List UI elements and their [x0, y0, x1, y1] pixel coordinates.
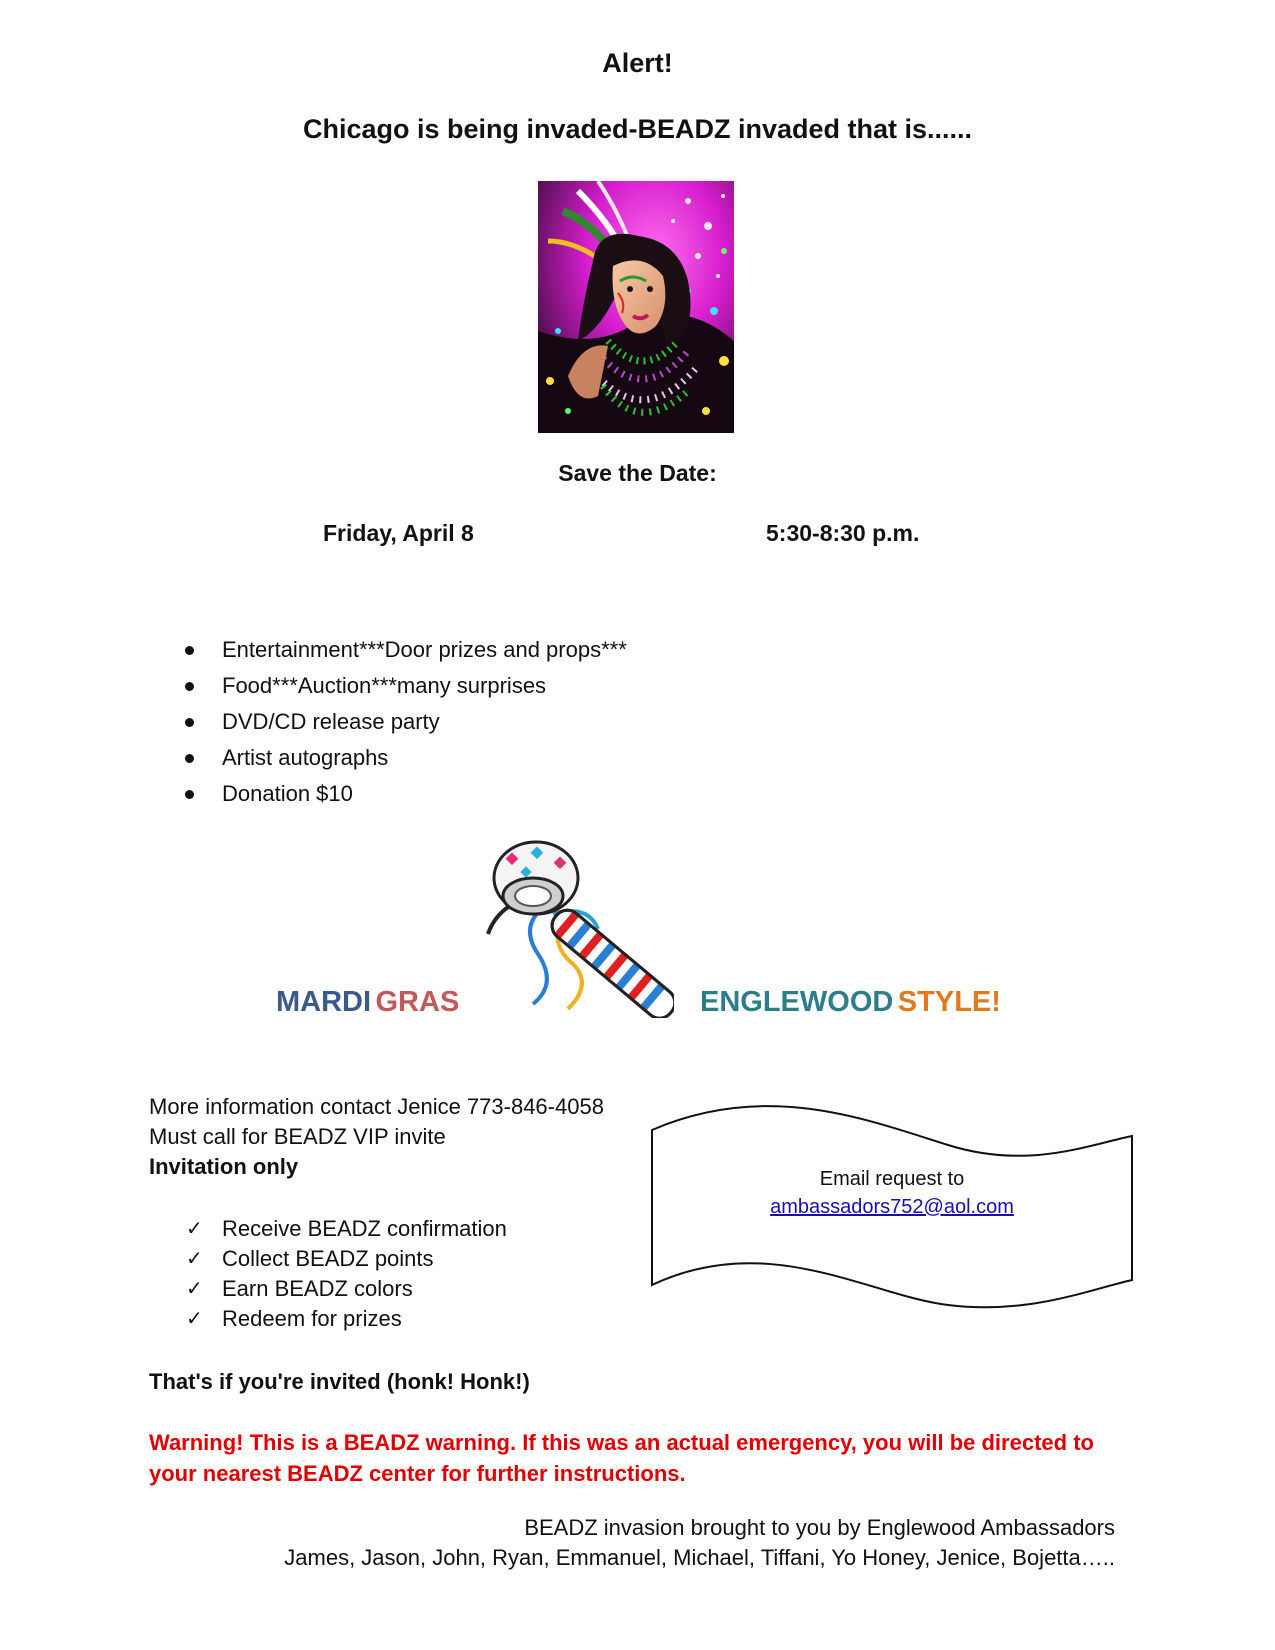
- list-item-text: Entertainment***Door prizes and props***: [222, 637, 627, 662]
- list-item-text: Receive BEADZ confirmation: [222, 1216, 507, 1241]
- check-icon: ✓: [186, 1248, 203, 1270]
- tagline-style: STYLE!: [897, 986, 1001, 1018]
- bullet-icon: [185, 646, 194, 655]
- list-item-text: Earn BEADZ colors: [222, 1276, 413, 1301]
- alert-heading: Alert!: [602, 48, 673, 78]
- event-day: Friday, April 8: [323, 520, 474, 546]
- check-icon: ✓: [186, 1218, 203, 1240]
- warning-text: [149, 1427, 1149, 1489]
- party-horn-icon: [478, 834, 674, 1018]
- honk-line: That's if you're invited (honk! Honk!): [149, 1369, 530, 1394]
- list-item-text: Food***Auction***many surprises: [222, 673, 547, 698]
- list-item: [180, 1244, 507, 1274]
- check-icon: ✓: [186, 1308, 203, 1330]
- save-the-date-label: Save the Date:: [558, 460, 717, 486]
- bullet-icon: [185, 790, 194, 799]
- event-time: 5:30-8:30 p.m.: [766, 520, 920, 546]
- mardi-gras-woman-illustration: [538, 181, 734, 433]
- vip-invite-line: Must call for BEADZ VIP invite: [149, 1124, 446, 1149]
- tagline-mardi: MARDI: [276, 986, 372, 1018]
- headline: Chicago is being invaded-BEADZ invaded that is......: [302, 114, 973, 144]
- list-item: [180, 1304, 507, 1334]
- contact-line: More information contact Jenice 773-846-4058: [149, 1094, 604, 1119]
- highlights-list: [180, 632, 627, 812]
- footer-credit: BEADZ invasion brought to you by Englewood Ambassadors: [524, 1515, 1115, 1540]
- invitation-only: Invitation only: [149, 1154, 299, 1179]
- tagline-englewood: ENGLEWOOD: [700, 986, 894, 1018]
- checklist: [180, 1214, 507, 1334]
- list-item: [180, 704, 627, 740]
- list-item-text: Donation $10: [222, 781, 353, 806]
- list-item: [180, 668, 627, 704]
- email-label: Email request to: [819, 1168, 965, 1190]
- tagline-mardi-gras: [276, 986, 459, 1019]
- list-item-text: Collect BEADZ points: [222, 1246, 434, 1271]
- warning-line-2: your nearest BEADZ center for further instructions.: [149, 1461, 686, 1486]
- warning-line-1: Warning! This is a BEADZ warning. If this was an actual emergency, you will be directed to: [149, 1430, 1094, 1455]
- tagline-englewood-style: [700, 986, 1001, 1019]
- list-item: [180, 1274, 507, 1304]
- bullet-icon: [185, 682, 194, 691]
- list-item-text: Redeem for prizes: [222, 1306, 402, 1331]
- list-item-text: Artist autographs: [222, 745, 389, 770]
- footer-names: James, Jason, John, Ryan, Emmanuel, Michael, Tiffani, Yo Honey, Jenice, Bojetta…..: [284, 1545, 1115, 1570]
- bullet-icon: [185, 754, 194, 763]
- email-banner: [648, 1100, 1136, 1330]
- bullet-icon: [185, 718, 194, 727]
- list-item: [180, 776, 627, 812]
- list-item: [180, 632, 627, 668]
- list-item-text: DVD/CD release party: [222, 709, 440, 734]
- email-link[interactable]: ambassadors752@aol.com: [770, 1196, 1014, 1218]
- list-item: [180, 1214, 507, 1244]
- tagline-gras: GRAS: [375, 986, 460, 1018]
- check-icon: ✓: [186, 1278, 203, 1300]
- list-item: [180, 740, 627, 776]
